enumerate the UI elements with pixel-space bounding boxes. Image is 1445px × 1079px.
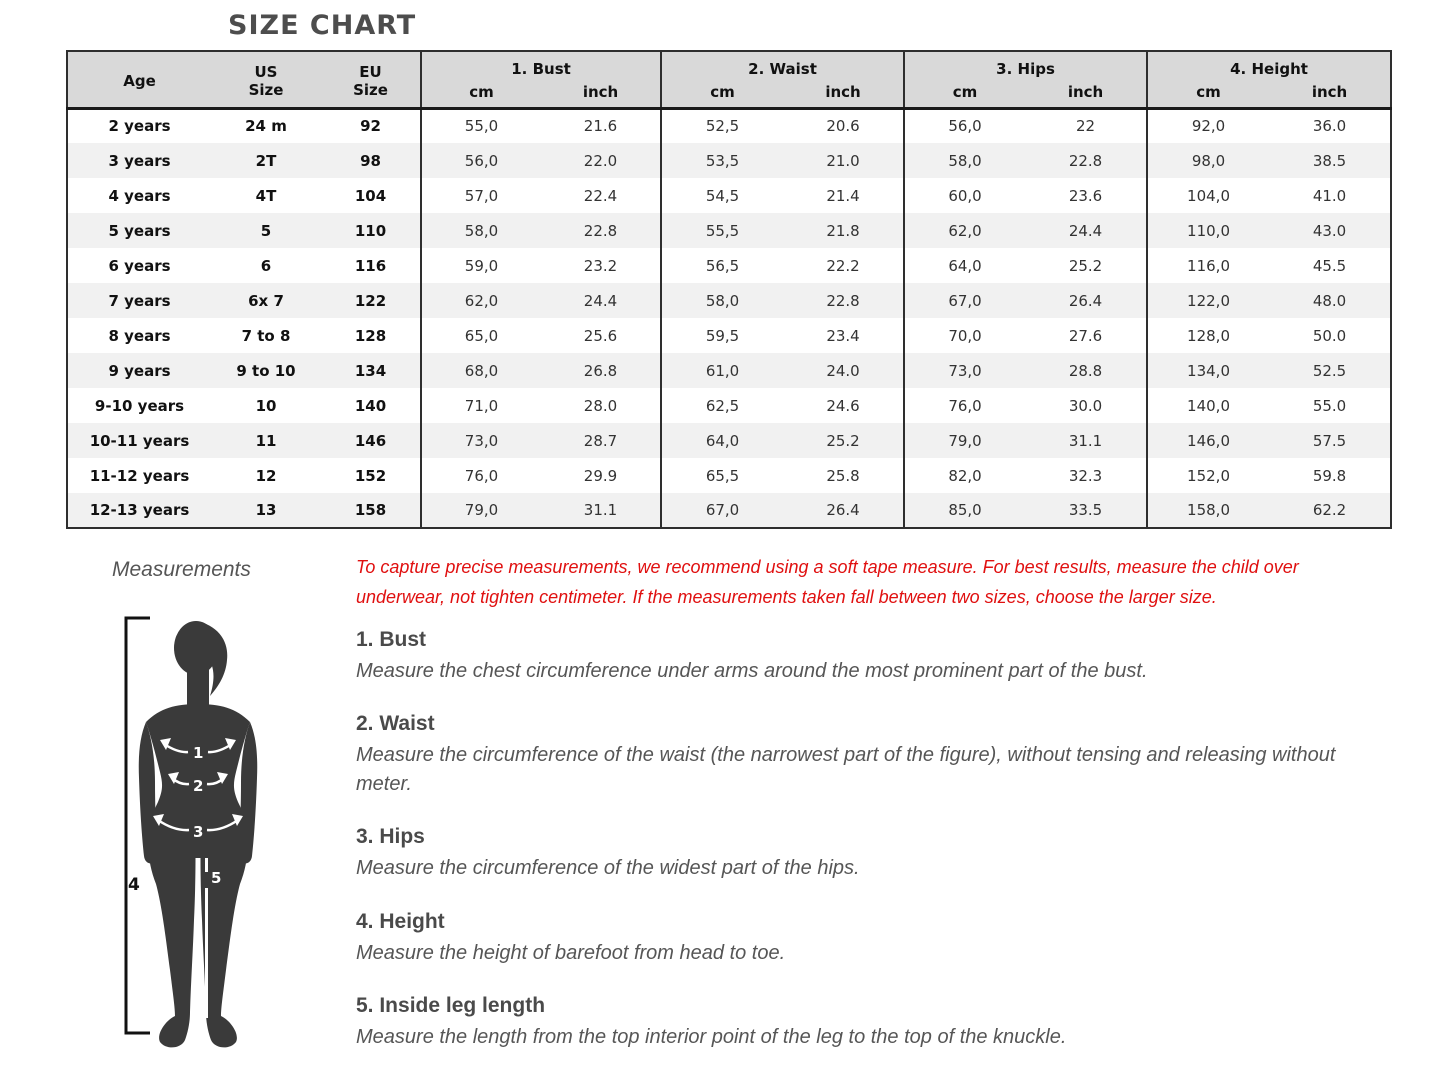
- cell-us: 24 m: [245, 117, 287, 136]
- cell-waist_in: 21.0: [826, 151, 860, 170]
- cell-hips_cm: 85,0: [904, 493, 1025, 528]
- cell-hips_cm: 79,0: [904, 423, 1025, 458]
- cell-bust_cm: 58,0: [421, 213, 541, 248]
- cell-hips_cm: 73,0: [904, 353, 1025, 388]
- cell-hips_cm: 82,0: [904, 458, 1025, 493]
- cell-hips_in: 24.4: [1068, 221, 1103, 240]
- table-row: [67, 493, 1391, 528]
- cell-eu: 92: [360, 117, 381, 136]
- cell-height_in: 43.0: [1312, 221, 1347, 240]
- table-row: [67, 108, 1391, 143]
- cell-us: 12: [255, 466, 277, 485]
- cell-waist_in: 21.4: [826, 186, 860, 205]
- cell-waist_cm: 56,5: [661, 248, 783, 283]
- section-bust-description: Measure the chest circumference under arms around the most prominent part of the bust.: [356, 660, 1148, 682]
- table-row: [67, 423, 1391, 458]
- cell-age: 10-11 years: [89, 431, 190, 450]
- cell-bust_in: 24.4: [583, 291, 618, 310]
- header-height-cm: cm: [1147, 82, 1269, 108]
- section-inside-leg-heading: 5. Inside leg length: [356, 993, 546, 1017]
- cell-hips_in: 23.6: [1068, 186, 1103, 205]
- cell-age: 6 years: [108, 256, 171, 275]
- table-row: [67, 143, 1391, 178]
- header-age: Age: [67, 51, 211, 108]
- cell-eu: 98: [360, 151, 381, 170]
- size-table-body: [67, 108, 1391, 528]
- cell-height_in: 62.2: [1312, 501, 1347, 519]
- header-bust-cm: cm: [421, 82, 541, 108]
- measurements-label: Measurements: [112, 558, 251, 581]
- cell-eu: 110: [354, 221, 387, 240]
- cell-us: 4T: [255, 186, 277, 205]
- cell-bust_cm: 76,0: [421, 458, 541, 493]
- cell-height_cm: 104,0: [1147, 178, 1269, 213]
- cell-hips_in: 22.8: [1068, 151, 1103, 170]
- cell-us: 7 to 8: [241, 326, 291, 345]
- cell-bust_cm: 73,0: [421, 423, 541, 458]
- cell-bust_in: 23.2: [583, 256, 618, 275]
- cell-age: 12-13 years: [89, 501, 190, 519]
- cell-waist_cm: 58,0: [661, 283, 783, 318]
- cell-us: 10: [255, 396, 277, 415]
- figure-label-hips: 3: [193, 823, 204, 841]
- cell-hips_in: 27.6: [1068, 326, 1103, 345]
- cell-height_in: 57.5: [1312, 431, 1347, 450]
- cell-hips_in: 33.5: [1068, 501, 1103, 519]
- body-silhouette-figure: [116, 610, 328, 1072]
- table-row: [67, 458, 1391, 493]
- cell-eu: 146: [354, 431, 387, 450]
- cell-height_cm: 152,0: [1147, 458, 1269, 493]
- cell-waist_in: 25.2: [826, 431, 860, 450]
- cell-bust_in: 28.0: [583, 396, 618, 415]
- cell-bust_cm: 62,0: [421, 283, 541, 318]
- cell-hips_in: 25.2: [1068, 256, 1103, 275]
- section-hips-heading: 3. Hips: [356, 825, 425, 849]
- legs: [148, 830, 247, 1047]
- cell-age: 4 years: [108, 186, 171, 205]
- section-waist: [356, 712, 1366, 798]
- measurement-figure: [116, 610, 328, 1072]
- cell-eu: 158: [354, 501, 387, 519]
- cell-hips_in: 32.3: [1068, 466, 1103, 485]
- cell-hips_cm: 67,0: [904, 283, 1025, 318]
- cell-age: 3 years: [108, 151, 171, 170]
- cell-hips_cm: 56,0: [904, 108, 1025, 143]
- section-bust-heading: 1. Bust: [356, 628, 427, 651]
- cell-waist_cm: 52,5: [661, 108, 783, 143]
- page-title: SIZE CHART: [228, 10, 417, 41]
- cell-eu: 122: [354, 291, 387, 310]
- header-waist-cm: cm: [661, 82, 783, 108]
- cell-age: 8 years: [108, 326, 171, 345]
- header-height-inch: inch: [1269, 82, 1391, 108]
- cell-hips_in: 28.8: [1068, 361, 1103, 380]
- cell-height_in: 55.0: [1312, 396, 1347, 415]
- cell-height_in: 48.0: [1312, 291, 1347, 310]
- cell-waist_cm: 62,5: [661, 388, 783, 423]
- cell-us: 11: [255, 431, 277, 450]
- cell-bust_cm: 79,0: [421, 493, 541, 528]
- table-row: [67, 178, 1391, 213]
- cell-waist_in: 20.6: [826, 117, 860, 136]
- cell-bust_cm: 65,0: [421, 318, 541, 353]
- cell-waist_in: 22.8: [826, 291, 860, 310]
- cell-age: 11-12 years: [89, 466, 190, 485]
- cell-waist_in: 25.8: [826, 466, 860, 485]
- figure-label-inside-leg: 5: [211, 869, 222, 887]
- table-row: [67, 318, 1391, 353]
- header-group-hips: 3. Hips: [904, 51, 1147, 82]
- cell-hips_cm: 70,0: [904, 318, 1025, 353]
- cell-age: 9-10 years: [94, 396, 185, 415]
- cell-waist_cm: 61,0: [661, 353, 783, 388]
- header-eu-size: EU Size: [321, 51, 421, 108]
- section-height-heading: 4. Height: [356, 909, 445, 933]
- cell-us: 9 to 10: [236, 361, 296, 380]
- cell-eu: 104: [354, 186, 387, 205]
- cell-eu: 128: [354, 326, 387, 345]
- cell-bust_in: 22.0: [583, 151, 618, 170]
- header-hips-inch: inch: [1025, 82, 1147, 108]
- cell-bust_cm: 68,0: [421, 353, 541, 388]
- cell-bust_cm: 59,0: [421, 248, 541, 283]
- cell-waist_in: 24.0: [826, 361, 860, 380]
- figure-label-height: 4: [128, 875, 140, 895]
- cell-bust_in: 22.4: [583, 186, 618, 205]
- header-group-bust: 1. Bust: [421, 51, 661, 82]
- cell-height_in: 41.0: [1312, 186, 1347, 205]
- cell-height_cm: 110,0: [1147, 213, 1269, 248]
- figure-label-waist: 2: [193, 777, 204, 795]
- cell-eu: 134: [354, 361, 387, 380]
- section-waist-description: Measure the circumference of the waist (the narrowest part of the figure), without tensing and releasing without meter.: [356, 744, 1336, 795]
- cell-waist_cm: 55,5: [661, 213, 783, 248]
- cell-height_cm: 158,0: [1147, 493, 1269, 528]
- header-hips-cm: cm: [904, 82, 1025, 108]
- cell-bust_cm: 56,0: [421, 143, 541, 178]
- cell-hips_cm: 64,0: [904, 248, 1025, 283]
- measurement-instructions: [356, 628, 1366, 1078]
- cell-hips_in: 22: [1075, 117, 1096, 136]
- cell-bust_in: 29.9: [583, 466, 618, 485]
- cell-age: 2 years: [108, 117, 171, 136]
- cell-waist_in: 24.6: [826, 396, 860, 415]
- inside-leg-line: [205, 888, 208, 1018]
- measurement-note: To capture precise measurements, we recommend using a soft tape measure. For best results, measure the child over underwear, not tighten centimeter. If the measurements taken fall between two sizes, choose the larger size.: [356, 557, 1299, 608]
- cell-bust_in: 22.8: [583, 221, 618, 240]
- cell-height_cm: 140,0: [1147, 388, 1269, 423]
- cell-hips_in: 26.4: [1068, 291, 1103, 310]
- cell-hips_cm: 76,0: [904, 388, 1025, 423]
- cell-hips_cm: 60,0: [904, 178, 1025, 213]
- cell-height_in: 50.0: [1312, 326, 1347, 345]
- table-row: [67, 283, 1391, 318]
- cell-hips_cm: 58,0: [904, 143, 1025, 178]
- cell-bust_in: 28.7: [583, 431, 618, 450]
- cell-height_cm: 122,0: [1147, 283, 1269, 318]
- cell-bust_in: 21.6: [583, 117, 618, 136]
- cell-bust_in: 31.1: [583, 501, 618, 519]
- cell-waist_in: 23.4: [826, 326, 860, 345]
- cell-hips_in: 31.1: [1068, 431, 1103, 450]
- cell-height_cm: 116,0: [1147, 248, 1269, 283]
- cell-bust_cm: 57,0: [421, 178, 541, 213]
- cell-us: 13: [255, 501, 277, 519]
- cell-us: 5: [260, 221, 272, 240]
- cell-height_cm: 92,0: [1147, 108, 1269, 143]
- cell-hips_cm: 62,0: [904, 213, 1025, 248]
- cell-waist_cm: 64,0: [661, 423, 783, 458]
- section-bust: [356, 628, 1366, 685]
- section-height: [356, 910, 1366, 967]
- section-waist-heading: 2. Waist: [356, 712, 435, 736]
- cell-bust_cm: 55,0: [421, 108, 541, 143]
- inside-leg-line-top: [205, 858, 208, 872]
- cell-height_in: 59.8: [1312, 466, 1347, 485]
- cell-us: 6x 7: [248, 291, 284, 310]
- cell-waist_in: 26.4: [826, 501, 860, 519]
- table-row: [67, 213, 1391, 248]
- cell-height_cm: 134,0: [1147, 353, 1269, 388]
- cell-height_in: 52.5: [1312, 361, 1347, 380]
- cell-height_cm: 98,0: [1147, 143, 1269, 178]
- cell-waist_cm: 67,0: [661, 493, 783, 528]
- section-inside-leg: [356, 994, 1366, 1051]
- cell-eu: 116: [354, 256, 387, 275]
- cell-height_in: 36.0: [1312, 117, 1347, 136]
- header-bust-inch: inch: [541, 82, 661, 108]
- cell-height_cm: 128,0: [1147, 318, 1269, 353]
- cell-eu: 140: [354, 396, 387, 415]
- cell-eu: 152: [354, 466, 387, 485]
- cell-bust_cm: 71,0: [421, 388, 541, 423]
- cell-waist_cm: 59,5: [661, 318, 783, 353]
- cell-waist_cm: 53,5: [661, 143, 783, 178]
- section-inside-leg-description: Measure the length from the top interior point of the leg to the top of the knuckle.: [356, 1025, 1067, 1048]
- header-us-size: US Size: [211, 51, 321, 108]
- size-chart-table: [66, 50, 1392, 529]
- section-height-description: Measure the height of barefoot from head to toe.: [356, 941, 786, 964]
- size-chart-table-container: [66, 50, 1392, 529]
- cell-age: 9 years: [108, 361, 171, 380]
- cell-hips_in: 30.0: [1068, 396, 1103, 415]
- cell-waist_cm: 54,5: [661, 178, 783, 213]
- cell-age: 5 years: [108, 221, 171, 240]
- table-row: [67, 353, 1391, 388]
- cell-age: 7 years: [108, 291, 171, 310]
- cell-waist_in: 22.2: [826, 256, 860, 275]
- table-row: [67, 248, 1391, 283]
- cell-height_in: 38.5: [1312, 151, 1347, 170]
- section-hips: [356, 825, 1366, 882]
- table-header: [67, 51, 1391, 108]
- cell-us: 6: [260, 256, 272, 275]
- cell-us: 2T: [255, 151, 277, 170]
- cell-waist_in: 21.8: [826, 221, 860, 240]
- table-row: [67, 388, 1391, 423]
- cell-height_cm: 146,0: [1147, 423, 1269, 458]
- cell-waist_cm: 65,5: [661, 458, 783, 493]
- header-group-waist: 2. Waist: [661, 51, 904, 82]
- cell-height_in: 45.5: [1312, 256, 1347, 275]
- header-waist-inch: inch: [783, 82, 904, 108]
- figure-label-bust: 1: [193, 744, 204, 762]
- cell-bust_in: 26.8: [583, 361, 618, 380]
- section-hips-description: Measure the circumference of the widest part of the hips.: [356, 857, 860, 880]
- header-group-height: 4. Height: [1147, 51, 1391, 82]
- cell-bust_in: 25.6: [583, 326, 618, 345]
